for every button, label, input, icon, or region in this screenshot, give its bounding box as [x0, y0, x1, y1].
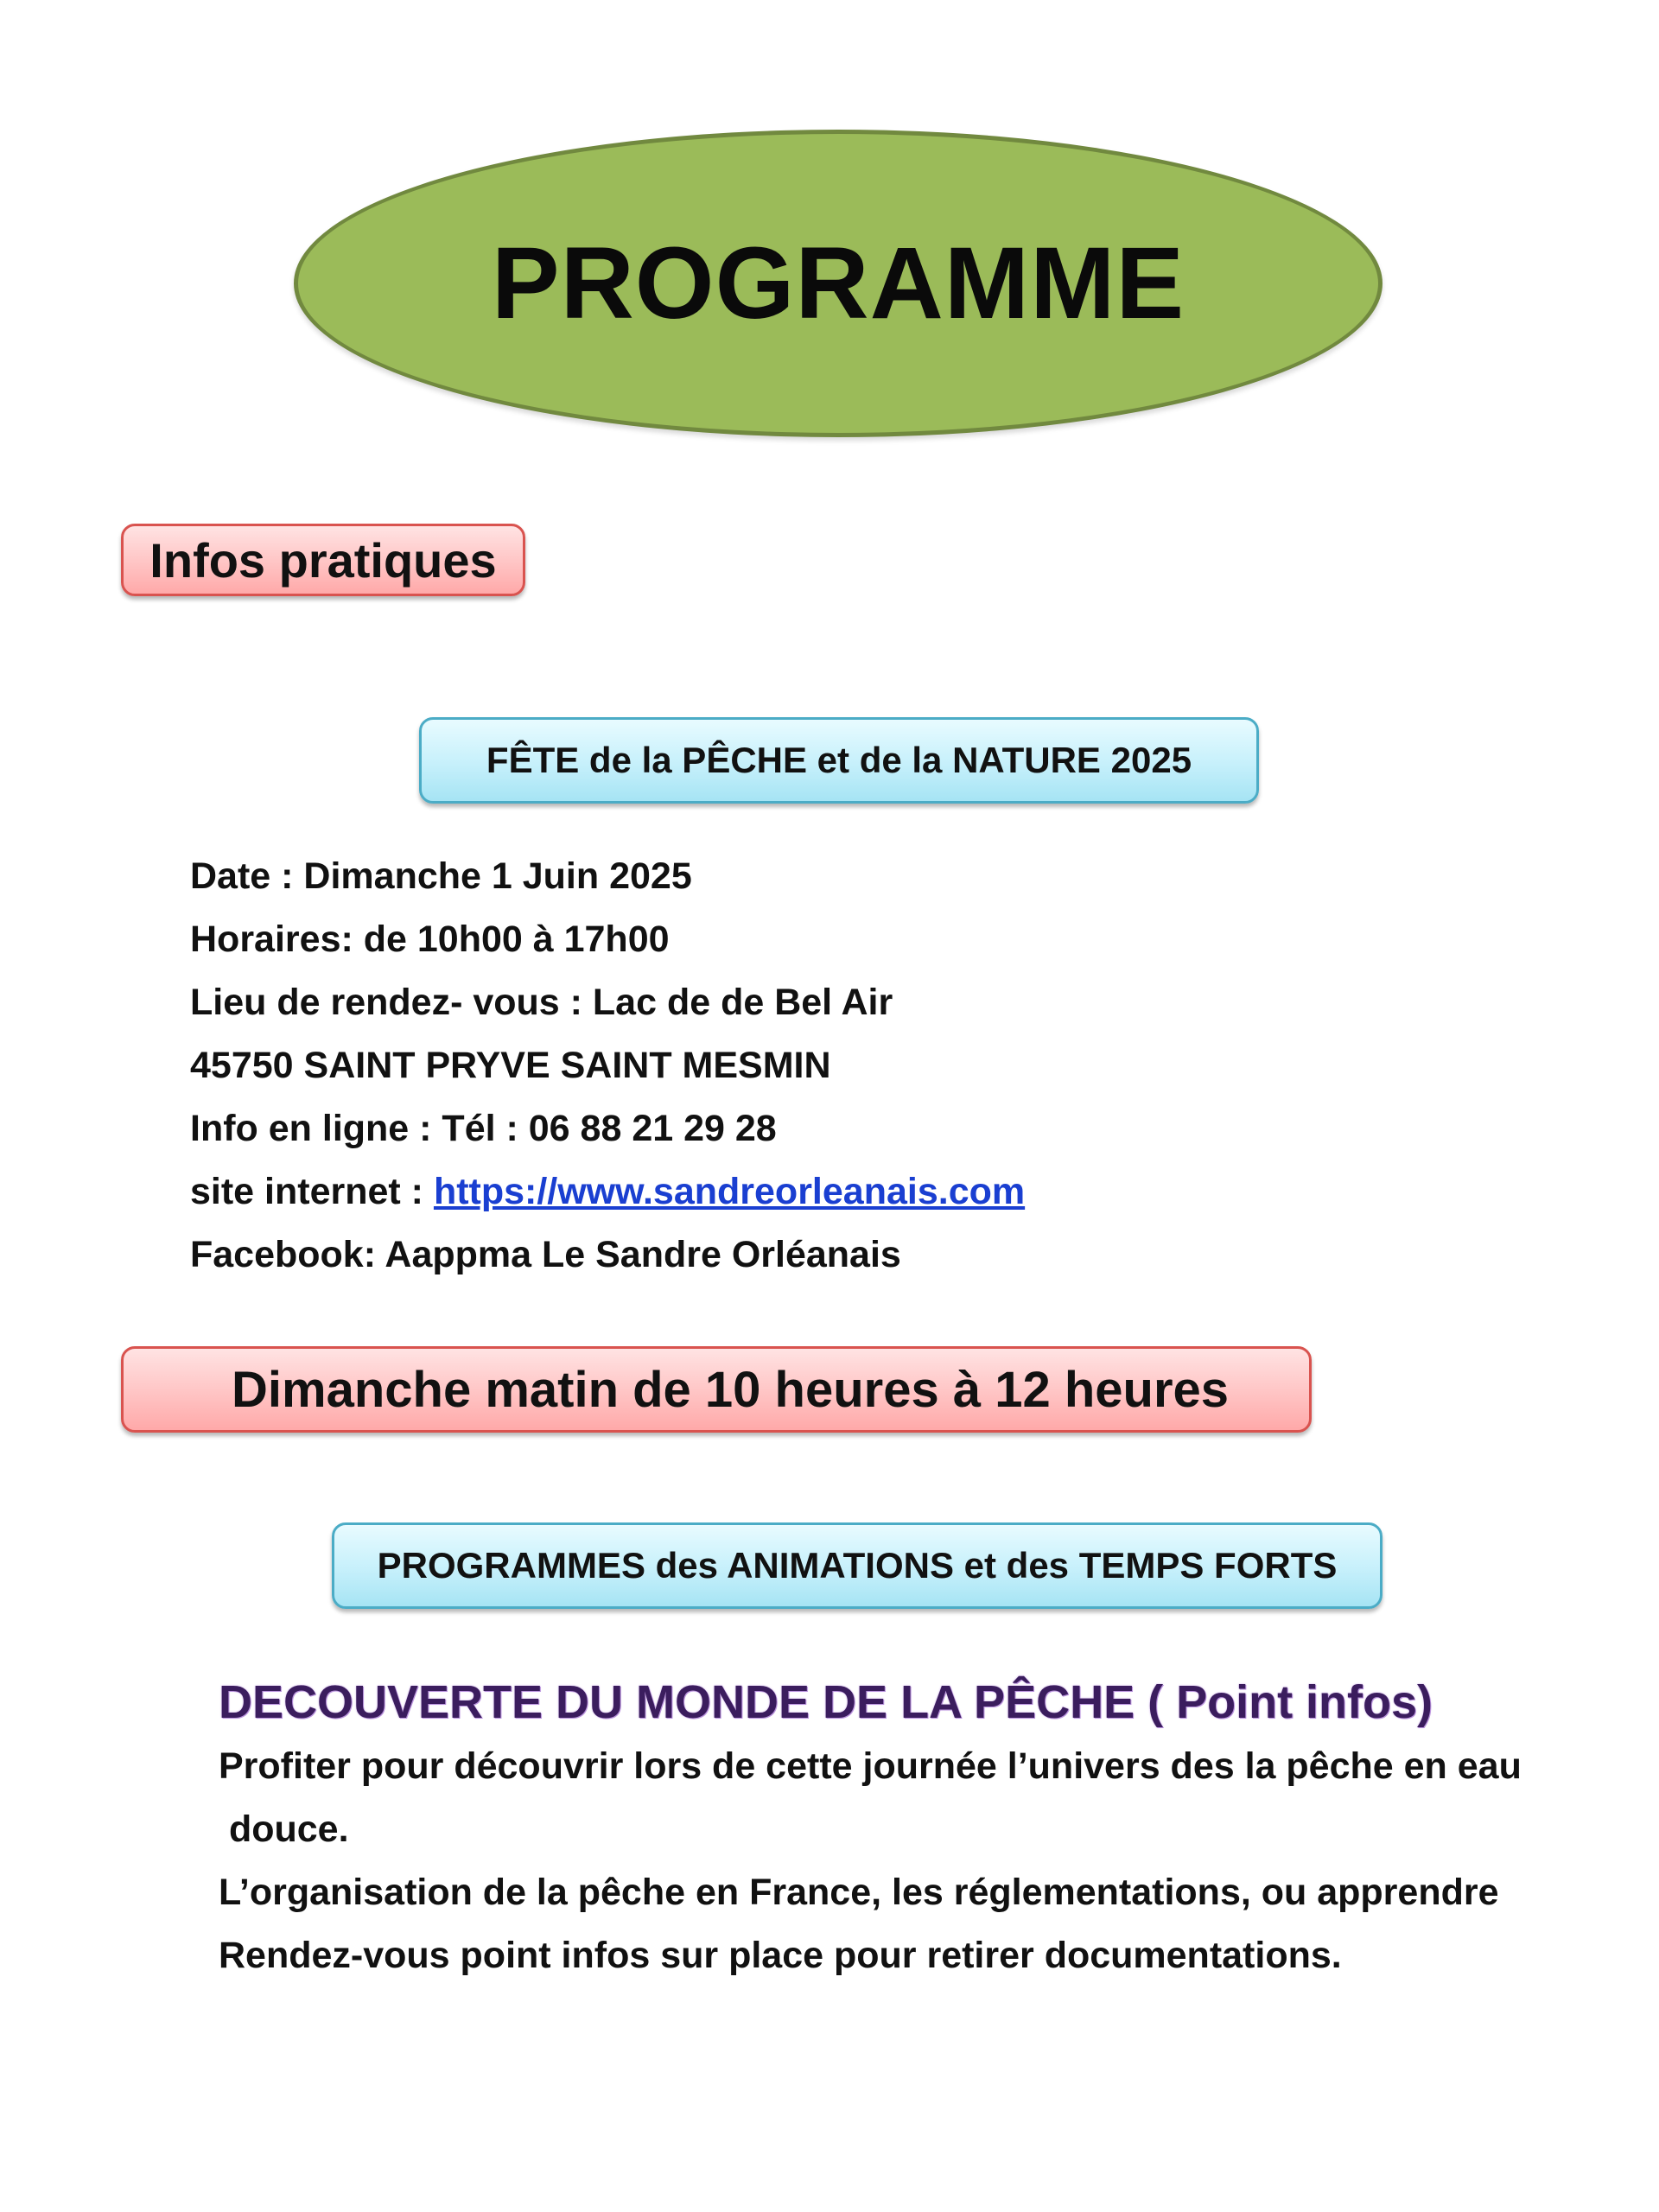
discovery-text-line: Profiter pour découvrir lors de cette journée l’univers des la pêche en eau — [219, 1745, 1522, 1787]
event-city: 45750 SAINT PRYVE SAINT MESMIN — [190, 1045, 831, 1086]
programmes-banner — [332, 1522, 1382, 1609]
session-time-label: Dimanche matin de 10 heures à 12 heures — [232, 1361, 1230, 1418]
programme-header-ellipse — [294, 130, 1382, 437]
event-location: Lieu de rendez- vous : Lac de de Bel Air — [190, 982, 893, 1023]
session-time-banner — [121, 1346, 1312, 1433]
infos-pratiques-banner — [121, 524, 525, 596]
discovery-text-line: Rendez-vous point infos sur place pour retirer documentations. — [219, 1935, 1342, 1976]
event-facebook: Facebook: Aappma Le Sandre Orléanais — [190, 1234, 901, 1275]
discovery-section — [219, 1669, 1618, 1987]
discovery-title: DECOUVERTE DU MONDE DE LA PÊCHE ( Point infos) — [219, 1676, 1433, 1728]
event-title-label: FÊTE de la PÊCHE et de la NATURE 2025 — [486, 740, 1192, 780]
event-date: Date : Dimanche 1 Juin 2025 — [190, 855, 692, 897]
event-website — [190, 1160, 1486, 1224]
discovery-text-line: douce. — [219, 1808, 349, 1850]
website-label: site internet : — [190, 1171, 434, 1212]
event-details — [190, 845, 1486, 1287]
website-link[interactable]: https://www.sandreorleanais.com — [433, 1171, 1026, 1212]
programmes-label: PROGRAMMES des ANIMATIONS et des TEMPS FORTS — [377, 1545, 1338, 1586]
event-title-banner — [419, 717, 1259, 804]
discovery-text-line: L’organisation de la pêche en France, les réglementations, ou apprendre — [219, 1872, 1499, 1913]
event-hours: Horaires: de 10h00 à 17h00 — [190, 918, 670, 960]
event-phone: Info en ligne : Tél : 06 88 21 29 28 — [190, 1108, 777, 1149]
infos-pratiques-label: Infos pratiques — [149, 532, 497, 588]
page-title: PROGRAMME — [491, 226, 1185, 340]
